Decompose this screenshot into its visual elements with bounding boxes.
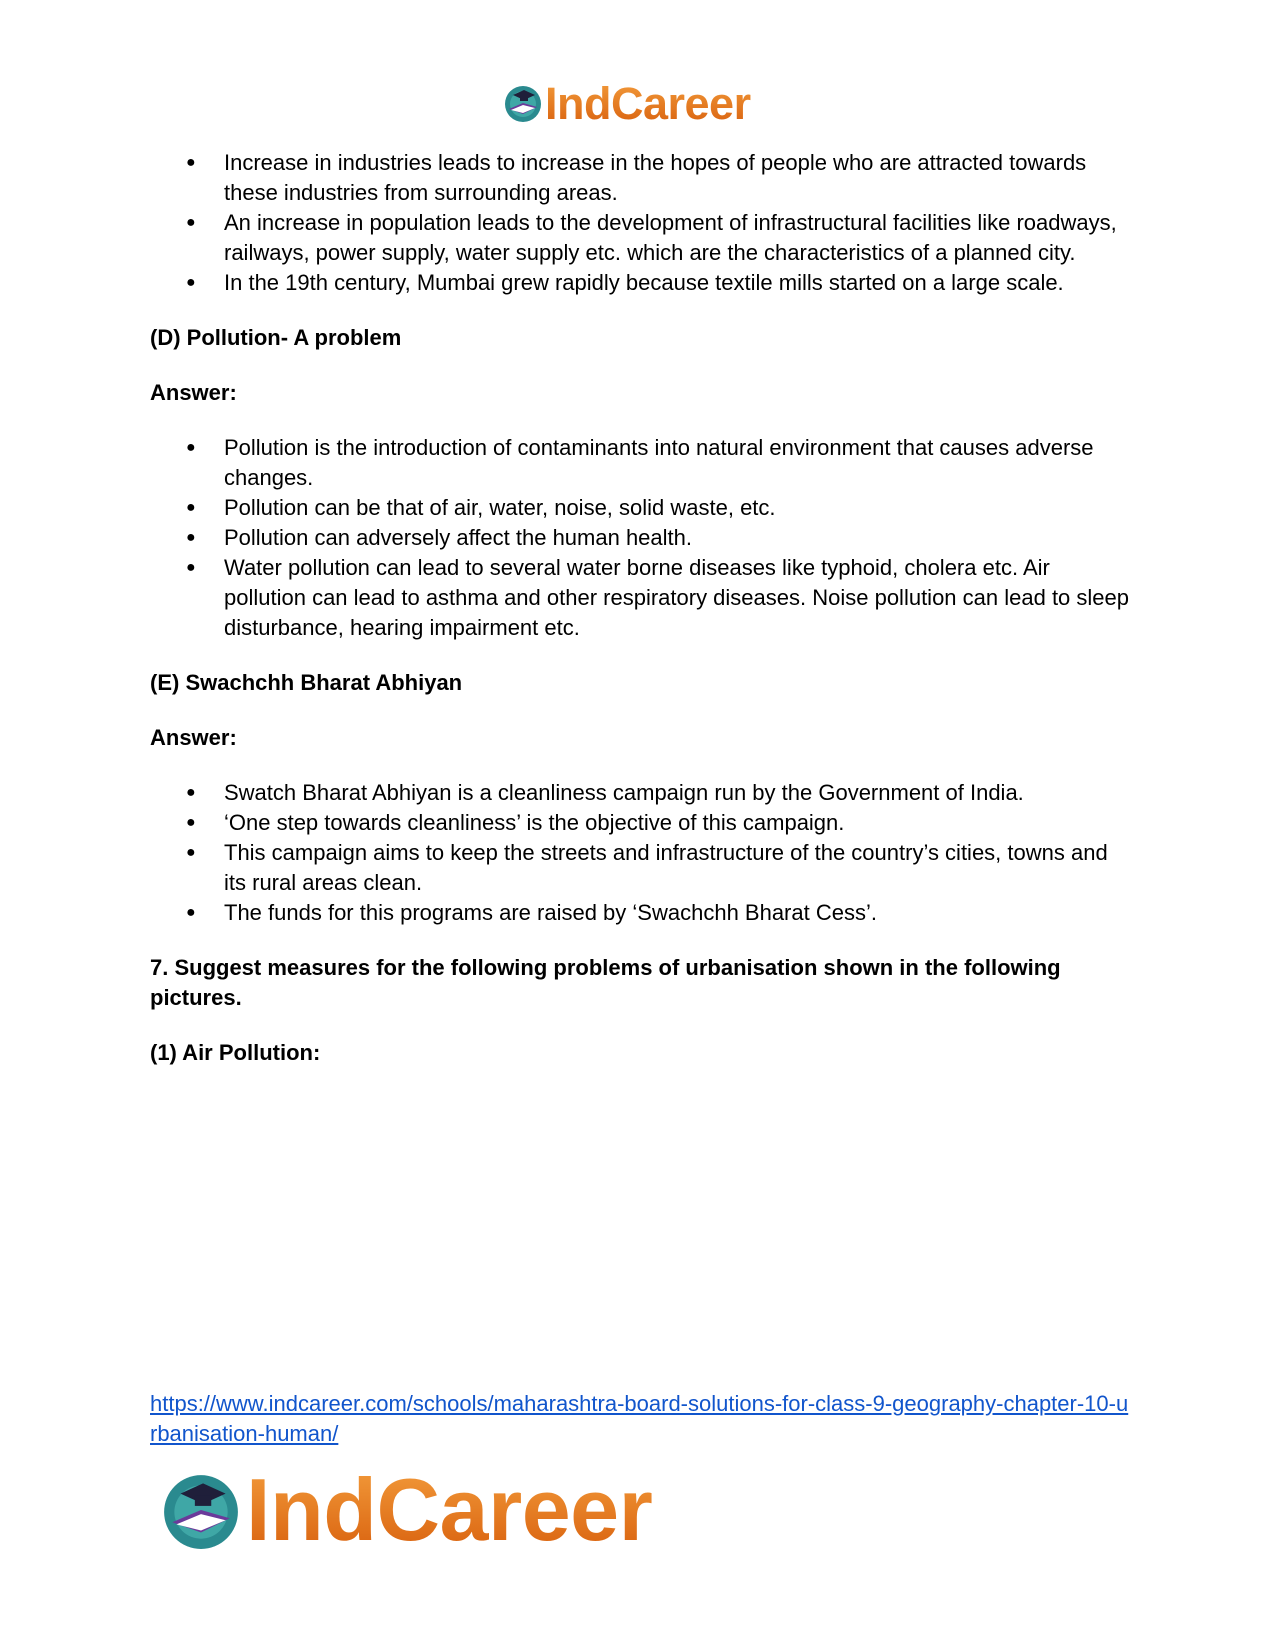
graduation-book-icon <box>503 83 543 123</box>
list-item: ● The funds for this programs are raised by ‘Swachchh Bharat Cess’. <box>150 898 1135 928</box>
section-e-answer-label: Answer: <box>150 725 237 750</box>
list-item: ● Swatch Bharat Abhiyan is a cleanliness campaign run by the Government of India. <box>150 778 1135 808</box>
section-d-answer-label: Answer: <box>150 380 237 405</box>
section-d-heading: (D) Pollution- A problem <box>150 325 402 350</box>
header-logo <box>503 78 751 128</box>
list-item: ● An increase in population leads to the development of infrastructural facilities like roadways, railways, power supply, water supply etc. which are the characteristics of a planned city. <box>150 208 1135 268</box>
section-d-bullet-list <box>150 433 1135 643</box>
question-7-heading: 7. Suggest measures for the following problems of urbanisation shown in the following pictures. <box>150 955 1061 1010</box>
intro-bullet-list <box>150 148 1135 298</box>
list-item: ● In the 19th century, Mumbai grew rapidly because textile mills started on a large scale. <box>150 268 1135 298</box>
footer-logo <box>160 1462 652 1558</box>
source-url-link[interactable]: https://www.indcareer.com/schools/maharashtra-board-solutions-for-class-9-geography-chapter-10-urbanisation-human/ <box>150 1391 1129 1446</box>
list-item: ● ‘One step towards cleanliness’ is the objective of this campaign. <box>150 808 1135 838</box>
section-e-bullet-list <box>150 778 1135 928</box>
graduation-book-icon <box>160 1469 242 1551</box>
brand-name: IndCareer <box>246 1460 653 1559</box>
list-item: ● Water pollution can lead to several water borne diseases like typhoid, cholera etc. Air pollution can lead to asthma and other respiratory diseases. Noise pollution can lead to sleep disturbance, hearing impairment etc. <box>150 553 1135 643</box>
list-item: ● Increase in industries leads to increase in the hopes of people who are attracted towards these industries from surrounding areas. <box>150 148 1135 208</box>
document-body <box>150 148 1135 1068</box>
brand-name: IndCareer <box>545 77 751 129</box>
list-item: ● Pollution can adversely affect the human health. <box>150 523 1135 553</box>
section-e-heading: (E) Swachchh Bharat Abhiyan <box>150 670 463 695</box>
air-pollution-subheading: (1) Air Pollution: <box>150 1040 321 1065</box>
list-item: ● Pollution is the introduction of contaminants into natural environment that causes adverse changes. <box>150 433 1135 493</box>
list-item: ● Pollution can be that of air, water, noise, solid waste, etc. <box>150 493 1135 523</box>
list-item: ● This campaign aims to keep the streets and infrastructure of the country’s cities, towns and its rural areas clean. <box>150 838 1135 898</box>
